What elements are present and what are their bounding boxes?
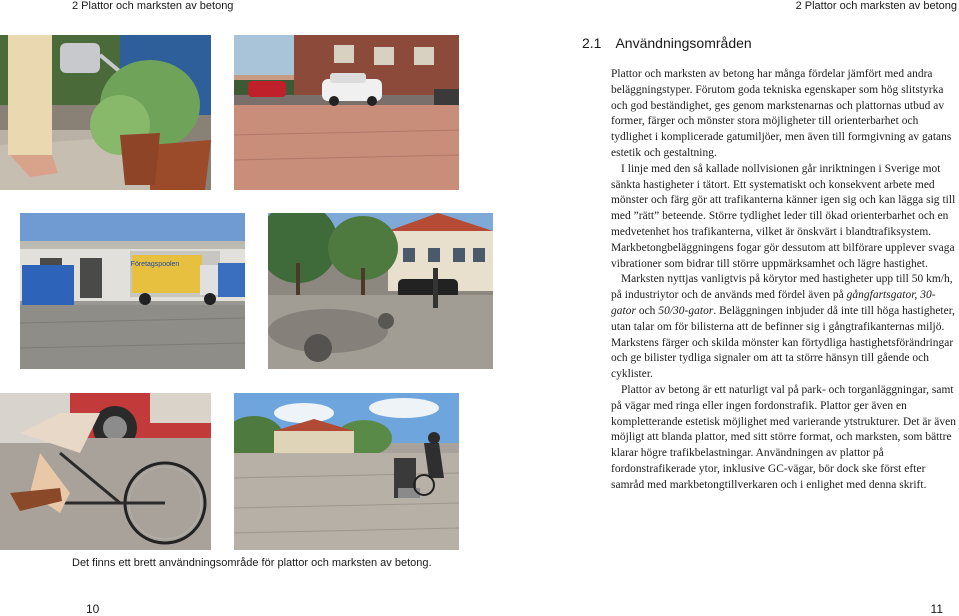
photo-cyclist [0,393,211,550]
paragraph-1: Plattor och marksten av betong har många fördelar jämfört med andra beläggningstyper. Förutom goda tekniska egenskaper som hög slitstyrka och god beständighet, ges genom markstenarnas och plattornas utbud av former, färger och mönster stora möjligheter till orienterbarhet och tydlighet i komplicerade gatumiljöer, men även till formgivning av gatans estetik och gestaltning. [611,68,952,159]
paragraph-3 [611,272,959,383]
paragraph-3-text-end: . Beläggningen inbjuder då inte till höga hastigheter, utan talar om för bilisterna att de befinner sig i gångtrafikanternas miljö. Markstens färger och skilda mönster kan förtydliga hastighetsförändringar och ge bilister tydliga signaler om att ta större hänsyn till gående och cyklister. [611,304,956,381]
photo-square-bollards [268,213,493,369]
photo-plaza-sculpture [234,393,459,550]
running-header-left: 2 Plattor och marksten av betong [72,0,234,12]
paragraph-3-text-mid: och [635,304,659,317]
photo-industrial-truck [20,213,245,369]
paragraph-3-emphasis-1: gångfartsgator, 30-gator [611,289,936,317]
figure-caption: Det finns ett brett användningsområde för plattor och marksten av betong. [72,557,432,569]
paragraph-4: Plattor av betong är ett naturligt val på park- och torganläggningar, samt på vägar med ringa eller ingen fordonstrafik. Plattor ger även en kompletterande estetisk möjlighet med varierande ytstrukturer. Det är även möjligt att blanda plattor, med sitt större format, och marksten, som bättre klarar högre trafikbelastningar. Användningen av plattor på fordonstrafikerade ytor, inklusive GC-vägar, bör dock ske först efter samråd med markbetongtillverkaren och i enlighet med denna skrift. [611,383,956,491]
section-heading [582,35,752,51]
section-number: 2.1 [582,35,602,51]
photo-watering-flowers [0,35,211,190]
paragraph-2: I linje med den så kallade nollvisionen går inriktningen i Sverige mot sänkta hastigheter i tätort. Ett systematiskt och konsekvent arbete med mönster och färg gör att trafikanterna känner igen sig och kan lägga sig till med ”rätt” beteende. Större tydlighet leder till ökad orienterbarhet och en medvetenhet hos trafikanterna, vilket är önskvärt i blandtrafiksystem. Markbetongbeläggningens fogar gör dessutom att bilförare upplever svaga vibrationer som bidrar till större uppmärksamhet och lägre hastighet. [611,162,956,270]
photo-street-cars [234,35,459,190]
running-header-right: 2 Plattor och marksten av betong [795,0,957,12]
article-body [611,67,959,494]
paragraph-3-emphasis-2: 50/30-gator [658,304,714,317]
page-number-right: 11 [930,602,943,616]
page-number-left: 10 [86,602,100,616]
paragraph-3-text-start: Marksten nyttjas vanligtvis på körytor med hastigheter upp till 50 km/h, på industriytor och de används med fördel även på [611,273,953,302]
section-title: Användningsområden [615,35,752,51]
truck-sign-text: Företagspoolen [130,261,180,268]
